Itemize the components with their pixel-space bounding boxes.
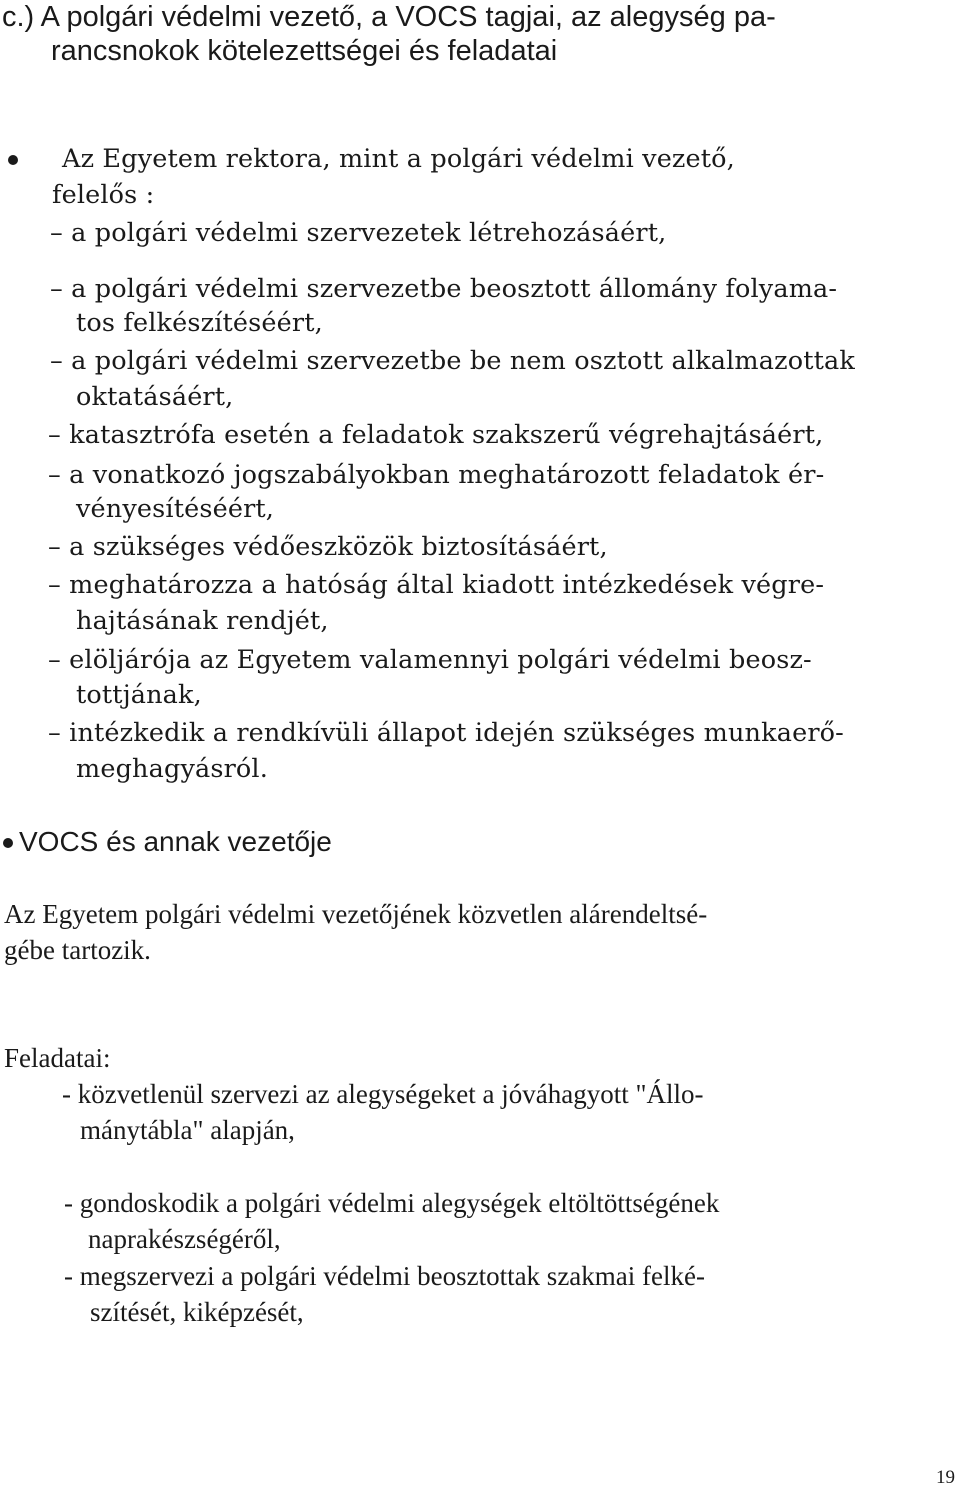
rector-item-8-line-2: tottjának, — [76, 680, 202, 710]
task-1-line-1: - közvetlenül szervezi az alegységeket a jóváhagyott "Állo- — [62, 1079, 704, 1109]
rector-item-3-line-2: oktatásáért, — [76, 382, 234, 412]
vocs-title: VOCS és annak vezetője — [19, 826, 332, 857]
task-1-line-2: mánytábla" alapján, — [80, 1115, 295, 1145]
task-3-line-2: szítését, kiképzését, — [90, 1297, 304, 1327]
tasks-label: Feladatai: — [4, 1043, 111, 1073]
rector-item-6: – a szükséges védőeszközök biztosításáért, — [48, 532, 608, 562]
page-number: 19 — [936, 1467, 955, 1488]
bullet-icon — [3, 838, 13, 848]
section-heading-line-1: c.) A polgári védelmi vezető, a VOCS tagjai, az alegység pa- — [2, 1, 776, 33]
task-2-line-2: naprakészségéről, — [88, 1224, 281, 1254]
task-2-line-1: - gondoskodik a polgári védelmi alegységek eltöltöttségének — [64, 1188, 720, 1218]
rector-item-2-line-1: – a polgári védelmi szervezetbe beosztott állomány folyama- — [50, 274, 838, 304]
rector-item-1: – a polgári védelmi szervezetek létrehozásáért, — [50, 218, 667, 248]
rector-item-5-line-1: – a vonatkozó jogszabályokban meghatározott feladatok ér- — [48, 460, 825, 490]
rector-item-5-line-2: vényesítéséért, — [76, 494, 275, 524]
rector-item-7-line-1: – meghatározza a hatóság által kiadott intézkedések végre- — [48, 570, 825, 600]
rector-item-8-line-1: – elöljárója az Egyetem valamennyi polgári védelmi beosz- — [48, 645, 812, 675]
section-heading-line-2: rancsnokok kötelezettségei és feladatai — [51, 35, 558, 67]
rector-item-7-line-2: hajtásának rendjét, — [76, 606, 329, 636]
rector-item-4: – katasztrófa esetén a feladatok szakszerű végrehajtásáért, — [48, 420, 824, 450]
rector-item-9-line-1: – intézkedik a rendkívüli állapot idején szükséges munkaerő- — [48, 718, 844, 748]
bullet-icon — [8, 155, 18, 165]
vocs-paragraph-line-1: Az Egyetem polgári védelmi vezetőjének közvetlen alárendeltsé- — [4, 899, 708, 929]
rector-item-3-line-1: – a polgári védelmi szervezetbe be nem osztott alkalmazottak — [50, 346, 855, 376]
task-3-line-1: - megszervezi a polgári védelmi beosztottak szakmai felké- — [64, 1261, 705, 1291]
vocs-paragraph-line-2: gébe tartozik. — [4, 935, 151, 965]
rector-intro-line-1: Az Egyetem rektora, mint a polgári védelmi vezető, — [62, 144, 735, 174]
rector-item-2-line-2: tos felkészítéséért, — [76, 308, 323, 338]
rector-item-9-line-2: meghagyásról. — [76, 754, 268, 784]
rector-intro-line-2: felelős : — [52, 180, 155, 210]
